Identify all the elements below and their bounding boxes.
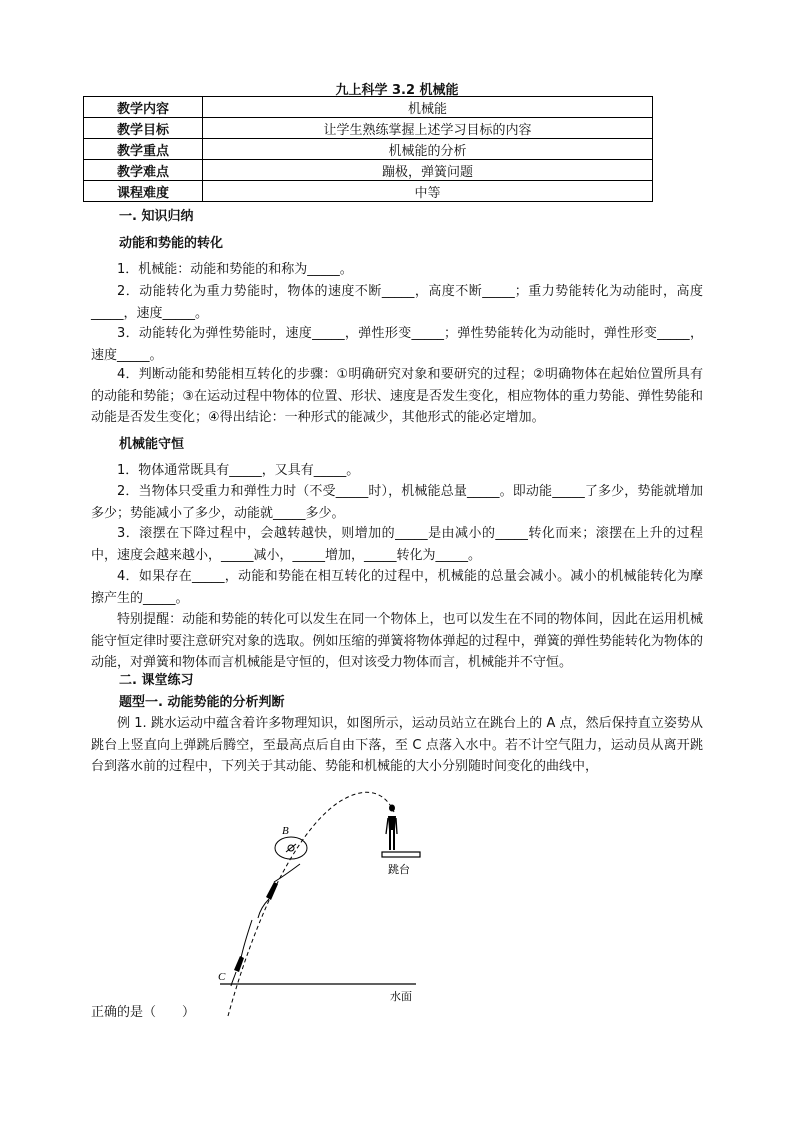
paragraph: 3．动能转化为弹性势能时，速度_____，弹性形变_____；弹性势能转化为动能时，弹性形变_____，速度_____。: [91, 326, 703, 363]
table-row: [84, 97, 653, 118]
subheading-conservation: 机械能守恒: [119, 437, 185, 452]
platform-board: [382, 852, 420, 857]
table-value: 让学生熟练掌握上述学习目标的内容: [203, 118, 653, 139]
example-question: 例 1. 跳水运动中蕴含着许多物理知识，如图所示，运动员站立在跳台上的 A 点，然后保持直立姿势从跳台上竖直向上弹跳后腾空，至最高点后自由下落，至 C 点落入水中。若不计空气阻力，运动员从离开跳台到落水前的过程中，下列关于其动能、势能和机械能的大小分别随时间变化的曲线中，: [91, 716, 703, 774]
table-key: 课程难度: [84, 181, 203, 202]
label-b: B: [282, 825, 289, 837]
section-heading-practice: 二. 课堂练习: [119, 673, 194, 688]
subheading-question-type: 题型一. 动能势能的分析判断: [119, 695, 285, 710]
table-row: [84, 139, 653, 160]
question-end: 正确的是（ ）: [91, 1005, 196, 1020]
paragraph: 4．如果存在_____，动能和势能在相互转化的过程中，机械能的总量会减小。减小的机械能转化为摩擦产生的_____。: [91, 569, 703, 606]
section-heading-knowledge: 一. 知识归纳: [119, 209, 194, 224]
table-value: 蹦极，弹簧问题: [203, 160, 653, 181]
table-row: [84, 118, 653, 139]
diving-figure: [214, 772, 428, 1024]
table-key: 教学难点: [84, 160, 203, 181]
paragraph: 3．滚摆在下降过程中，会越转越快，则增加的_____是由减小的_____转化而来；滚摆在上升的过程 中，速度会越来越小，_____减小，_____增加，_____转化为_____。: [91, 526, 703, 563]
table-key: 教学重点: [84, 139, 203, 160]
table-value: 机械能的分析: [203, 139, 653, 160]
paragraph: 2．当物体只受重力和弹性力时（不受_____时），机械能总量_____。即动能_____了多少，势能就增加多少；势能减小了多少，动能就_____多少。: [91, 484, 703, 521]
table-key: 教学内容: [84, 97, 203, 118]
subheading-energy-conversion: 动能和势能的转化: [119, 236, 224, 251]
trajectory-path: [228, 792, 394, 1016]
diver-near-water: [231, 920, 252, 986]
lesson-info-table: [83, 96, 653, 202]
table-value: 机械能: [203, 97, 653, 118]
page-title: 九上科学 3.2 机械能: [335, 83, 459, 98]
label-platform: 跳台: [388, 863, 410, 876]
label-c: C: [218, 971, 226, 983]
table-value: 中等: [203, 181, 653, 202]
diver-on-platform: [386, 805, 397, 851]
paragraph: 1．机械能：动能和势能的和称为_____。: [117, 262, 353, 277]
paragraph: 4．判断动能和势能相互转化的步骤：①明确研究对象和要研究的过程；②明确物体在起始位置所具有的动能和势能；③在运动过程中物体的位置、形状、速度是否发生变化，相应物体的重力势能、弹性势能和动能是否发生变化；④得出结论：一种形式的能减少，其他形式的能必定增加。: [91, 367, 703, 425]
paragraph: 1．物体通常既具有_____，又具有_____。: [117, 463, 360, 478]
table-row: [84, 160, 653, 181]
paragraph: 2．动能转化为重力势能时，物体的速度不断_____，高度不断_____；重力势能转化为动能时，高度_____，速度_____。: [91, 284, 703, 321]
table-row: [84, 181, 653, 202]
special-note: 特别提醒：动能和势能的转化可以发生在同一个物体上，也可以发生在不同的物体间，因此在运用机械能守恒定律时要注意研究对象的选取。例如压缩的弹簧将物体弹起的过程中，弹簧的弹性势能转化为物体的动能，对弹簧和物体而言机械能是守恒的，但对该受力物体而言，机械能并不守恒。: [91, 612, 703, 670]
label-water: 水面: [390, 990, 412, 1003]
table-key: 教学目标: [84, 118, 203, 139]
